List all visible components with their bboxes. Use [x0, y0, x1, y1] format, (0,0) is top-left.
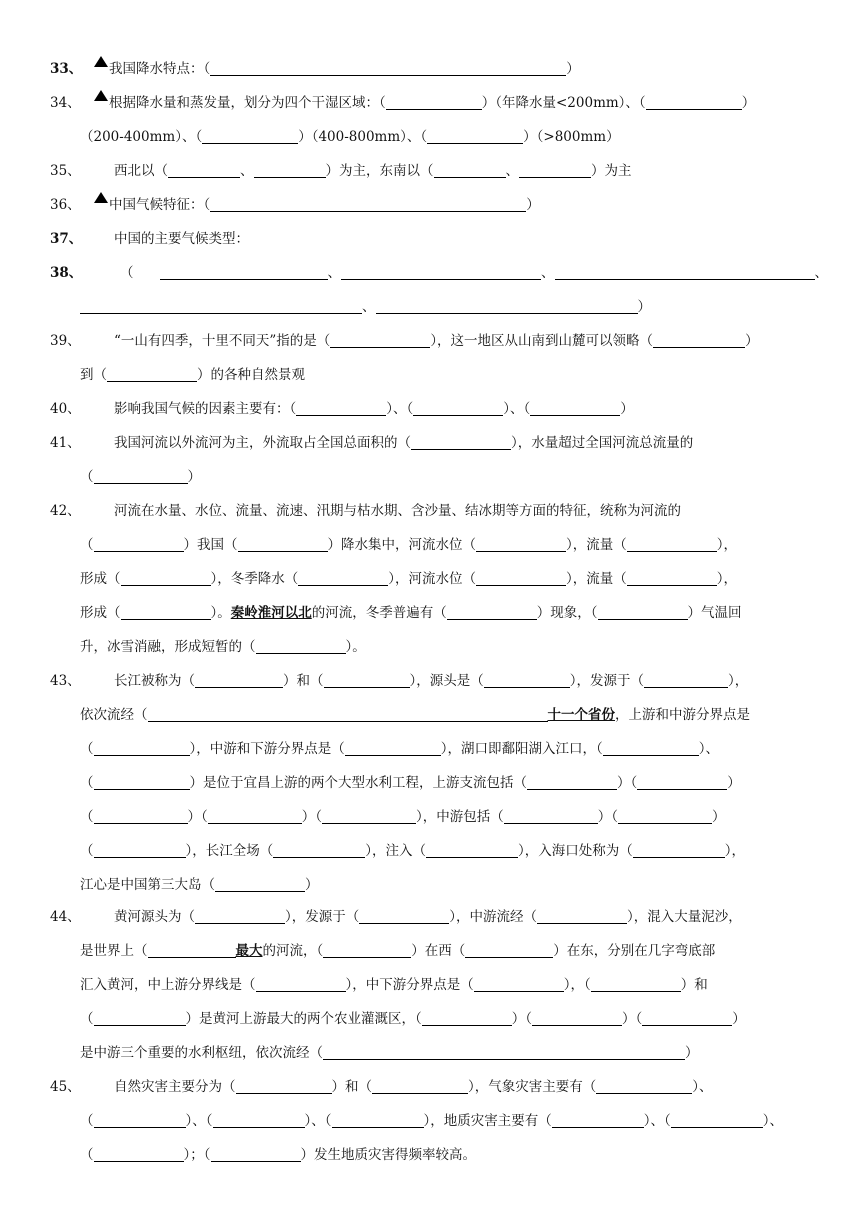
answer-blank[interactable] — [210, 210, 526, 212]
answer-blank[interactable] — [94, 1160, 184, 1162]
answer-blank[interactable] — [208, 822, 302, 824]
answer-blank[interactable] — [254, 176, 326, 178]
answer-blank[interactable] — [238, 550, 328, 552]
answer-blank[interactable] — [213, 1126, 305, 1128]
answer-blank[interactable] — [202, 142, 298, 144]
answer-blank[interactable] — [434, 176, 506, 178]
answer-blank[interactable] — [148, 720, 548, 722]
answer-blank[interactable] — [341, 278, 541, 280]
answer-blank[interactable] — [637, 788, 727, 790]
answer-blank[interactable] — [160, 278, 328, 280]
question-number: 36、 — [50, 197, 81, 213]
answer-blank[interactable] — [323, 956, 411, 958]
answer-blank[interactable] — [256, 990, 346, 992]
answer-blank[interactable] — [596, 1092, 692, 1094]
answer-blank[interactable] — [94, 1024, 186, 1026]
emphasis-text: 最大 — [235, 943, 263, 959]
answer-blank[interactable] — [527, 788, 617, 790]
answer-blank[interactable] — [273, 856, 365, 858]
question-number: 41、 — [50, 435, 81, 451]
question-number: 35、 — [50, 163, 81, 179]
answer-blank[interactable] — [633, 856, 725, 858]
answer-blank[interactable] — [591, 990, 681, 992]
answer-blank[interactable] — [94, 788, 190, 790]
answer-blank[interactable] — [322, 822, 416, 824]
answer-blank[interactable] — [94, 754, 190, 756]
answer-blank[interactable] — [447, 618, 537, 620]
answer-blank[interactable] — [324, 686, 410, 688]
answer-blank[interactable] — [504, 822, 598, 824]
question-number: 37、 — [50, 231, 83, 247]
answer-blank[interactable] — [376, 312, 638, 314]
answer-blank[interactable] — [474, 990, 564, 992]
question-number: 44、 — [50, 909, 81, 925]
answer-blank[interactable] — [552, 1126, 644, 1128]
answer-blank[interactable] — [210, 74, 566, 76]
answer-blank[interactable] — [598, 618, 688, 620]
question-number: 42、 — [50, 503, 81, 519]
answer-blank[interactable] — [476, 584, 566, 586]
answer-blank[interactable] — [519, 176, 591, 178]
answer-blank[interactable] — [359, 922, 449, 924]
answer-blank[interactable] — [411, 448, 511, 450]
answer-blank[interactable] — [386, 108, 482, 110]
answer-blank[interactable] — [627, 550, 717, 552]
answer-blank[interactable] — [94, 822, 188, 824]
triangle-up-icon — [94, 90, 108, 101]
question-number: 43、 — [50, 673, 81, 689]
answer-blank[interactable] — [195, 686, 283, 688]
answer-blank[interactable] — [323, 1058, 685, 1060]
triangle-up-icon — [94, 192, 108, 203]
answer-blank[interactable] — [94, 482, 188, 484]
answer-blank[interactable] — [332, 1126, 424, 1128]
answer-blank[interactable] — [426, 856, 518, 858]
answer-blank[interactable] — [148, 956, 236, 958]
answer-blank[interactable] — [530, 414, 620, 416]
answer-blank[interactable] — [427, 142, 523, 144]
answer-blank[interactable] — [644, 686, 728, 688]
emphasis-text: 十一个省份 — [547, 707, 615, 723]
answer-blank[interactable] — [94, 550, 184, 552]
answer-blank[interactable] — [413, 414, 503, 416]
question-number: 40、 — [50, 401, 81, 417]
answer-blank[interactable] — [476, 550, 566, 552]
question-number: 33、 — [50, 61, 83, 77]
question-number: 38、 — [50, 265, 83, 281]
answer-blank[interactable] — [671, 1126, 763, 1128]
answer-blank[interactable] — [256, 652, 346, 654]
emphasis-text: 秦岭淮河以北 — [230, 605, 312, 621]
question-number: 39、 — [50, 333, 81, 349]
answer-blank[interactable] — [642, 1024, 732, 1026]
question-number: 34、 — [50, 95, 81, 111]
answer-blank[interactable] — [236, 1092, 332, 1094]
question-number: 45、 — [50, 1079, 81, 1095]
answer-blank[interactable] — [484, 686, 570, 688]
answer-blank[interactable] — [345, 754, 441, 756]
answer-blank[interactable] — [603, 754, 699, 756]
answer-blank[interactable] — [330, 346, 430, 348]
answer-blank[interactable] — [80, 312, 362, 314]
answer-blank[interactable] — [168, 176, 240, 178]
answer-blank[interactable] — [94, 856, 186, 858]
answer-blank[interactable] — [215, 890, 305, 892]
answer-blank[interactable] — [653, 346, 745, 348]
answer-blank[interactable] — [372, 1092, 468, 1094]
answer-blank[interactable] — [211, 1160, 301, 1162]
answer-blank[interactable] — [195, 922, 285, 924]
answer-blank[interactable] — [618, 822, 712, 824]
answer-blank[interactable] — [646, 108, 742, 110]
triangle-up-icon — [94, 56, 108, 67]
answer-blank[interactable] — [422, 1024, 512, 1026]
answer-blank[interactable] — [107, 380, 197, 382]
worksheet-page: 33、 我国降水特点：（ ） 34、 根据降水量和蒸发量，划分为四个干湿区域：（ ）（年降水量<200mm）、（ ） （200-400mm）、（ ）（400-800mm）、（ ）（>800mm） 35、 西北以（ 、 ）为主，东南以（ 、 ）为主 36、 中国气候特征：（ ） 37、 中国的主要气候类型： 38、 （ 、 、 、 、 ） 39、 “一山有四季，十里不同天”指的是（ ），这一地区从山南到山麓可以领略（ ） 到（ ）的各种自然景观 40、 影响我国气候的因素主要有：（ ）、（ ）、（ ） 41、 我国河流以外流河为主，外流取占全国总面积的（ ），水量超过全国河流总流量的 （ ） 42、 河流在水量、水位、流量、流速、汛期与枯水期、含沙量、结冰期等方面的特征，统称为河流的 （ ）我国（ ）降水集中，河流水位（ ），流量（ ）， 形成（ ），冬季降水（ ），河流水位（ ），流量（ ）， 形成（ ）。秦岭淮河以北的河流，冬季普遍有（ ）现象，（ ）气温回 升，冰雪消融，形成短暂的（ ）。 43、 长江被称为（ ）和（ ），源头是（ ），发源于（ ）， 依次流经（ 十一个省份，上游和中游分界点是 （ ），中游和下游分界点是（ ），湖口即鄱阳湖入江口，（ ）、 （ ）是位于宜昌上游的两个大型水利工程，上游支流包括（ ）（ ） （ ）（ ）（ ），中游包括（ ）（ ） （ ），长江全场（ ），注入（ ），入海口处称为（ ）， 江心是中国第三大岛（ ） 44、 黄河源头为（ ），发源于（ ），中游流经（ ），混入大量泥沙， 是世界上（ 最大的河流，（ ）在西（ ）在东，分别在几字弯底部 汇入黄河，中上游分界线是（ ），中下游分界点是（ ），（ ）和 （ ）是黄河上游最大的两个农业灌溉区，（ ）（ ）（ ） 是中游三个重要的水利枢纽，依次流经（ ） 45、 自然灾害主要分为（ ）和（ ），气象灾害主要有（ ）、 （ ）、（ ）、（ ），地质灾害主要有（ ）、（ ）、 （ ）；（ ）发生地质灾害得频率较高。 — [0, 0, 860, 1216]
answer-blank[interactable] — [532, 1024, 622, 1026]
answer-blank[interactable] — [94, 1126, 186, 1128]
answer-blank[interactable] — [121, 618, 211, 620]
answer-blank[interactable] — [121, 584, 211, 586]
answer-blank[interactable] — [537, 922, 627, 924]
answer-blank[interactable] — [298, 584, 388, 586]
answer-blank[interactable] — [296, 414, 386, 416]
answer-blank[interactable] — [555, 278, 815, 280]
answer-blank[interactable] — [465, 956, 553, 958]
answer-blank[interactable] — [627, 584, 717, 586]
